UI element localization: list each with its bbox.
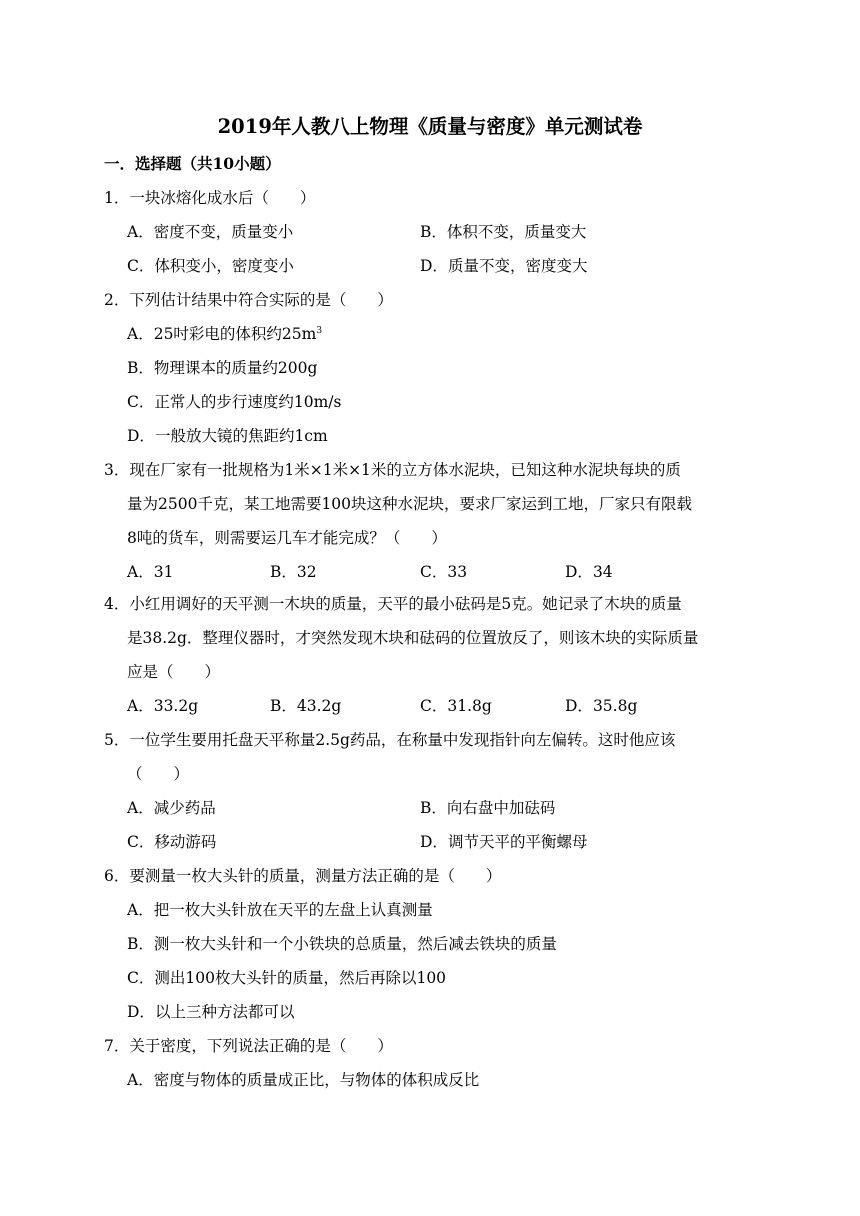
option-letter: B． — [270, 563, 297, 581]
question-4-stem-line-2: 是38.2g．整理仪器时，才突然发现木块和砝码的位置放反了，则该木块的实际质量 — [127, 629, 699, 647]
question-1-option-c[interactable] — [127, 254, 294, 278]
question-5-stem-line-2: （ ） — [127, 765, 190, 783]
option-text: 密度与物体的质量成正比，与物体的体积成反比 — [153, 1071, 480, 1089]
option-letter: C． — [127, 257, 155, 275]
question-5-option-d[interactable] — [420, 830, 587, 854]
question-5-stem-line-1: 5．一位学生要用托盘天平称量2.5g药品，在称量中发现指针向左偏转。这时他应该 — [104, 731, 676, 749]
question-3-stem-line-1: 3．现在厂家有一批规格为1米×1米×1米的立方体水泥块，已知这种水泥块每块的质 — [104, 461, 681, 479]
option-text: 一般放大镜的焦距约1cm — [154, 427, 328, 445]
question-7-stem: 7．关于密度，下列说法正确的是（ ） — [104, 1037, 393, 1055]
option-letter: C． — [127, 833, 155, 851]
question-2-option-b[interactable] — [127, 356, 317, 380]
question-1-option-d[interactable] — [420, 254, 587, 278]
question-4-option-b[interactable] — [270, 694, 341, 718]
question-4-stem-line-3: 应是（ ） — [127, 663, 221, 681]
question-6-option-a[interactable] — [127, 898, 433, 922]
option-text: 以上三种方法都可以 — [154, 1003, 295, 1021]
option-letter: A． — [127, 901, 154, 919]
question-1-stem: 1．一块冰熔化成水后（ ） — [104, 189, 316, 207]
option-letter: D． — [420, 833, 448, 851]
option-text: 35.8g — [592, 697, 638, 715]
option-text: 减少药品 — [153, 799, 216, 817]
question-5-option-b[interactable] — [420, 796, 555, 820]
question-6-option-d[interactable] — [127, 1000, 294, 1024]
question-3-option-c[interactable] — [420, 560, 467, 584]
option-text: 体积变小，密度变小 — [154, 257, 294, 275]
option-letter: A． — [127, 697, 154, 715]
question-2-stem: 2．下列估计结果中符合实际的是（ ） — [104, 291, 393, 309]
option-letter: D． — [127, 1003, 155, 1021]
question-3-stem-line-3: 8吨的货车，则需要运几车才能完成？（ ） — [127, 529, 447, 547]
question-3-option-d[interactable] — [565, 560, 613, 584]
option-text: 物理课本的质量约200g — [153, 359, 318, 377]
option-letter: A． — [127, 563, 154, 581]
question-6-option-c[interactable] — [127, 966, 446, 990]
option-text: 25吋彩电的体积约25m — [153, 325, 317, 343]
option-letter: A． — [127, 325, 154, 343]
question-4-stem-line-1: 4．小红用调好的天平测一木块的质量，天平的最小砝码是5克。她记录了木块的质量 — [104, 595, 682, 613]
section-heading: 一．选择题（共10小题） — [104, 154, 281, 173]
option-letter: C． — [420, 563, 448, 581]
option-text: 正常人的步行速度约10m/s — [154, 393, 342, 411]
option-text: 密度不变，质量变小 — [153, 223, 294, 241]
option-text: 调节天平的平衡螺母 — [447, 833, 588, 851]
option-letter: A． — [127, 799, 154, 817]
option-text: 移动游码 — [154, 833, 217, 851]
option-letter: D． — [420, 257, 448, 275]
option-letter: B． — [127, 359, 154, 377]
option-text: 向右盘中加砝码 — [446, 799, 556, 817]
option-letter: B． — [420, 223, 447, 241]
option-text: 体积不变，质量变大 — [446, 223, 587, 241]
option-letter: C． — [127, 393, 155, 411]
option-text: 32 — [296, 563, 317, 581]
option-letter: C． — [127, 969, 155, 987]
option-text: 测出100枚大头针的质量，然后再除以100 — [154, 969, 447, 987]
option-text: 33 — [447, 563, 468, 581]
option-text: 31 — [153, 563, 174, 581]
question-6-stem: 6．要测量一枚大头针的质量，测量方法正确的是（ ） — [104, 867, 502, 885]
question-6-option-b[interactable] — [127, 932, 557, 956]
page-title: 2019年人教八上物理《质量与密度》单元测试卷 — [217, 115, 643, 138]
option-letter: D． — [127, 427, 155, 445]
option-letter: D． — [565, 697, 593, 715]
question-2-option-d[interactable] — [127, 424, 328, 448]
option-letter: B． — [270, 697, 297, 715]
question-1-option-a[interactable] — [127, 220, 293, 244]
question-2-option-a[interactable] — [127, 322, 322, 346]
option-text: 31.8g — [447, 697, 492, 715]
question-5-option-c[interactable] — [127, 830, 216, 854]
option-text: 34 — [592, 563, 613, 581]
question-3-option-b[interactable] — [270, 560, 317, 584]
question-4-option-d[interactable] — [565, 694, 637, 718]
option-letter: B． — [420, 799, 447, 817]
question-4-option-a[interactable] — [127, 694, 198, 718]
option-letter: D． — [565, 563, 593, 581]
question-1-option-b[interactable] — [420, 220, 586, 244]
option-letter: C． — [420, 697, 448, 715]
option-text: 测一枚大头针和一个小铁块的总质量，然后减去铁块的质量 — [153, 935, 557, 953]
option-text: 质量不变，密度变大 — [447, 257, 588, 275]
question-4-option-c[interactable] — [420, 694, 492, 718]
option-letter: B． — [127, 935, 154, 953]
question-3-stem-line-2: 量为2500千克，某工地需要100块这种水泥块，要求厂家运到工地，厂家只有限载 — [127, 495, 693, 513]
option-letter: A． — [127, 1071, 154, 1089]
superscript: 3 — [316, 325, 323, 336]
option-text: 33.2g — [153, 697, 199, 715]
question-2-option-c[interactable] — [127, 390, 341, 414]
option-letter: A． — [127, 223, 154, 241]
question-5-option-a[interactable] — [127, 796, 216, 820]
option-text: 把一枚大头针放在天平的左盘上认真测量 — [153, 901, 433, 919]
question-3-option-a[interactable] — [127, 560, 173, 584]
option-text: 43.2g — [296, 697, 342, 715]
question-7-option-a[interactable] — [127, 1068, 479, 1092]
